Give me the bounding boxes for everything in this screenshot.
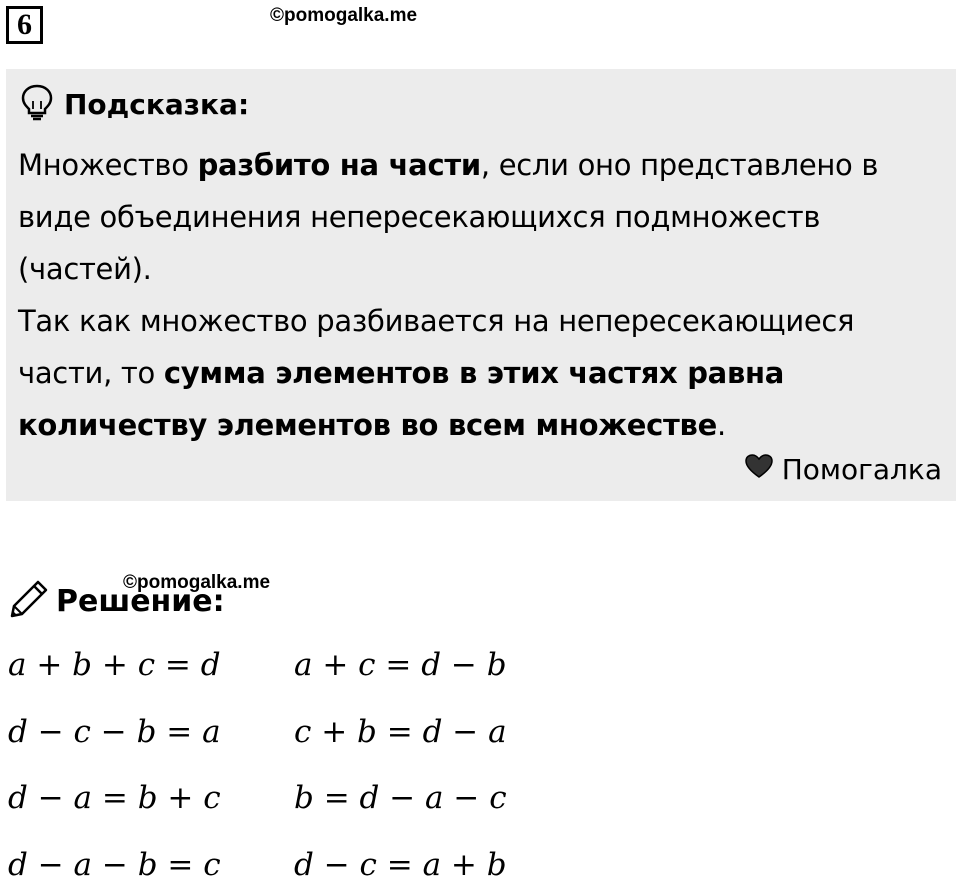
hint-text-span: , если оно представлено в виде объединения непересекающихся подмножеств (частей). — [18, 148, 879, 286]
equation: d − a = b + c — [8, 780, 221, 816]
solution-title: Решение: — [56, 584, 225, 619]
pencil-icon — [8, 578, 50, 625]
hint-bold-term: разбито на части — [197, 148, 481, 182]
hint-paragraph-1 — [18, 139, 948, 295]
watermark-top: ©pomogalka.me — [270, 5, 418, 26]
hint-header — [20, 83, 249, 126]
equation: d − c − b = a — [8, 714, 221, 750]
signature — [744, 453, 942, 486]
hint-text-span: . — [716, 408, 726, 442]
equation: d − c = a + b — [294, 847, 507, 883]
equation: c + b = d − a — [294, 714, 507, 750]
hint-text — [18, 139, 948, 451]
signature-text: Помогалка — [781, 453, 942, 486]
hint-bold-rule: сумма элементов в этих частях равна количеству элементов во всем множестве — [18, 356, 784, 442]
watermark-middle: ©pomogalka.me — [123, 572, 271, 593]
equation: d − a − b = c — [8, 847, 221, 883]
hint-text-span: Так как множество разбивается на непересекающиеся части, то — [18, 304, 855, 390]
equation: a + b + c = d — [8, 647, 221, 683]
heart-icon — [744, 453, 782, 486]
hint-title: Подсказка: — [64, 88, 250, 121]
lightbulb-icon — [20, 83, 54, 126]
hint-paragraph-2 — [18, 295, 948, 451]
hint-text-span: Множество — [18, 148, 198, 182]
hint-box — [6, 69, 956, 501]
equation: b = d − a − c — [294, 780, 507, 816]
task-number: 6 — [6, 6, 43, 44]
equation: a + c = d − b — [294, 647, 507, 683]
